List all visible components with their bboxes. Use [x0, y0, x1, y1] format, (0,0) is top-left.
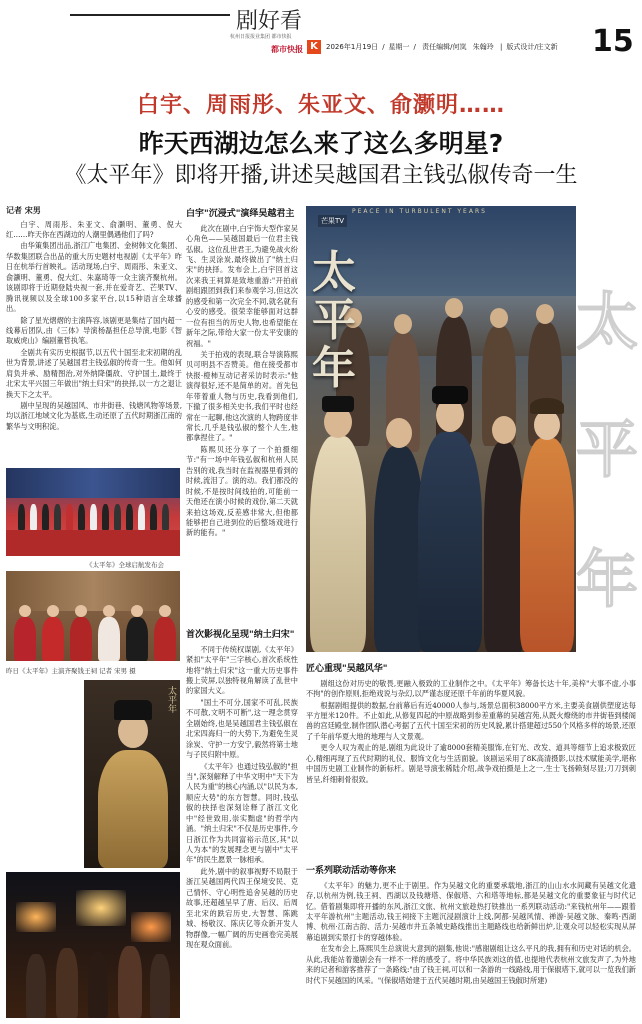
page-number: 15: [592, 24, 634, 59]
poster-title-char: 平: [312, 295, 356, 346]
byline: 记者 宋男: [6, 206, 41, 215]
section-title: 剧好看: [236, 9, 303, 34]
subheading: 匠心重现"吴越风华": [306, 664, 388, 674]
article-column-right-top: [306, 660, 636, 860]
headline-main: 昨天西湖边怎么来了这么多明星?: [138, 129, 504, 158]
night-scene-photo: [6, 872, 180, 1018]
paragraph: 不同于传统权谋剧,《太平年》紧扣"太平年"三字核心,首次系统性地将"纳土归宋"这一重大历史事件搬上荧屏,以独特视角解读了乱世中的家国大义。: [186, 644, 298, 696]
poster-title-char: 太: [312, 247, 356, 298]
k-logo-icon: K: [307, 40, 321, 54]
channel-logo: 芒果TV: [318, 215, 347, 227]
newspaper-logo: 都市快报: [271, 45, 303, 54]
poster-title-char: 年: [312, 343, 356, 394]
side-title-char: 太: [576, 285, 639, 358]
poster-english-title: PEACE IN TURBULENT YEARS: [352, 208, 487, 215]
publisher-name: 杭州日报报业集团 都市快报: [230, 34, 292, 40]
paragraph: 更令人叹为观止的是,剧组为此设计了逾8000套精美服饰,在钉光、改发、道具等细节上追求极致匠心,精细再现了五代时期的礼仪、服饰文化与生活面貌。该剧运采用了8K高清摄影,以技术赋能美学,堪称中国历史剧工业制作的新标杆。剧是导演张稀陆介绍,战争戏拍摄是上之一,生士飞扬赖刻尽显;刀刀到刺皆呈,纤细刺骨很致。: [306, 743, 636, 784]
headline-deck: 《太平年》即将开播,讲述吴越国君主钱弘俶传奇一生: [64, 163, 578, 188]
character-still-photo: 太平年: [84, 680, 180, 868]
headline-kicker: 白宇、周雨彤、朱亚文、俞灏明……: [136, 93, 505, 118]
paragraph: 《太平年》也通过钱弘俶的"担当",深刻解释了中华文明中"天下为人民为重"的核心内涵,以"以民为本,顺应大势"的东方智慧。同时,钱弘俶的抉择也深刻诠释了浙江文化中"经世致用,崇实黜虚"的哲学内涵。"纳土归宋"不仅是历史事件,今日浙江作为共同富裕示范区,其"以人为本"的发展理念更与剧中"太平年"的民生愿景一脉相承。: [186, 761, 298, 865]
cast-photo: [6, 571, 180, 661]
paragraph: 由华策集团出品,浙江广电集团、金树韩文化集团、华数集团联合出品的重大历史题材电视剧《太平年》昨日在杭举行首映礼。活动现场,白宇、周雨彤、朱亚文、俞灏明、董勇、倪大红、朱嘉琦等一众主演齐聚杭州。该剧即将于近期登陆央视一套,并在爱奇艺、芒果TV、腾讯视频以及全球100多家平台,以15种语言全球播出。: [6, 241, 182, 314]
paragraph: 在发布会上,陈熙贝生总演说大意到的剧集,他说:"感谢剧组让这么平凡的我,拥有和历史对话的机会。从此,我能站着邀剧会有一样不一样的感受了。将中华民族刘这的值,也提地代表杭州文旅发声了,为外地来的记者和游客推荐了一条路线:"由了钱王祠,可以和一条游的一线路线,用于保俶塔下,就可以一览我们新时代下吴越国的风采。"(保俶塔始建于五代吴越时期,由吴越国王钱俶时所建): [306, 944, 636, 985]
side-title-char: 年: [576, 543, 639, 616]
article-column-right-bottom: [306, 862, 636, 1020]
ceremony-caption: 《太平年》全球启航发布会: [86, 561, 164, 569]
article-column-middle-bottom: [186, 626, 298, 1018]
article-column-left: [6, 205, 182, 467]
masthead-rule: [70, 14, 230, 16]
paragraph: 剧组这份对历史的敬畏,更融入极致的工业制作之中。《太平年》筹备长达十年,美梓"大事不虚,小事不拘"的创作原则,拒绝戏说与杂幻,以严谨态度还原千年前的华夏风貌。: [306, 678, 636, 699]
subheading: 白宇"沉浸式"演绎吴越君主: [186, 209, 295, 219]
paragraph: 白宇、周雨彤、朱亚文、俞灏明、董勇、倪大红……昨天你在西湖边的人潮里偶遇他们了吗?: [6, 219, 182, 240]
dateline: 2026年1月19日 / 星期一 / 责任编辑/何岚 朱翰玲 | 版式设计/庄文新: [326, 43, 558, 51]
paragraph: 此次在剧中,白宇饰大型作家吴心角色——吴越国最后一位君主钱弘俶。这位乱世君王,为避免战火纷飞、生灵涂炭,最终做出了"纳土归宋"的抉择。发布会上,白宇回首这次来我王祠算是致地重游:"开拍前剧组跟团到我们来参观学习,但这次的感受和第一次完全不同,就名就有心安的感受。很荣幸能够面对这群一位有担当的历史人物,也希望能在新年之际,带给大家一份太平安康的祝福。": [186, 223, 298, 348]
paragraph: 根据剧组提供的数据,台前幕后有近40000人参与,场景总面积38000平方米,主要美食剧供塑度达每平方厘米120件。不止如此,从修复四起的中原战略到参差重幕的吴越宫苑,从既火燎绕的市井街巷到楼阁兽的宫廷殿堂,制作团队潜心考据了五代十国至宋初的历史风貌,累计搭建超过550个风格多样的场景,还原了千年前华夏大地的地理与人文景观。: [306, 700, 636, 741]
issue-weekday: 星期一: [388, 43, 410, 51]
paragraph: 除了星光熠熠的主演阵容,该剧更是集结了国内超一线幕后团队,由《三体》导演杨磊担任总导演,电影《智取威虎山》编剧董哲执笔。: [6, 315, 182, 346]
article-column-middle-top: [186, 205, 298, 613]
paragraph: "国土不可分,国家不可乱,民族不可散,文明不可断",这一理念贯穿全剧始终,也是吴越国君主钱弘俶在北宋四海归一的大势下,为避免生灵涂炭、守护一方安宁,毅然将第士地与子民归附中原。: [186, 697, 298, 760]
paragraph: 关于拍戏的表现,联合导演陈熙贝可明县不否赞美。他在接受都市快报·橙柿互动记者采访时表示:"他演得很好,还不是简单的对。首先包年带着重人物与历史,我看到他们,下撤了很多相关史书,我们平时也经常在一起聊,他这次演的人物跨度非常长,几乎是钱弘俶的整个人生,他都拿捏住了。": [186, 349, 298, 443]
subheading: 首次影视化呈现"纳土归宋": [186, 630, 295, 640]
subheading: 一系列联动活动等你来: [306, 866, 397, 876]
paragraph: 《太平年》的魅力,更不止于剧里。作为吴越文化的重要承载地,浙江的山山水水间藏有吴越文化遗存,以杭州为例,钱王祠、西湖以及钱塘塔、保俶塔、六和塔等地标,都是吴越文化的重要象征与时代记忆。借着剧集即将开播的东风,浙江文旅、杭州文旅趁热打铁推出一系列联动活动:"来钱杭州年——跟着太平年游杭州"主题活动,钱王祠接下主题沉浸剧演计上线,阿都·吴越风情、禅游·吴越文脉、秦鸣·西湖博、杭州·江南古韵、活力·吴越市井五条城史路线推出主题路线也给新鲜出炉,让观众可以轻松实现从屏幕追剧到实景打卡的穿越体验。: [306, 880, 636, 942]
editor-credit: 责任编辑/何岚: [422, 43, 467, 51]
ceremony-photo: [6, 468, 180, 556]
cast-caption: 昨日《太平年》主演齐聚钱王祠 记者 宋男 摄: [6, 667, 136, 675]
designer-credit: 版式设计/庄文新: [506, 43, 558, 51]
paragraph: 全剧共有实历史根据节,以五代十国至北宋初期的乱世为背景,讲述了吴越国君主钱弘俶的传奇一生。他如何肩负并承、励精图治,对外纳降僵敌、守护国土,最终于北宋太平兴国三年做出"纳土归宋"的抉择,以一方之退让换天下之太平。: [6, 347, 182, 399]
proofreader-credit: 朱翰玲: [472, 43, 494, 51]
issue-date: 2026年1月19日: [326, 43, 379, 51]
side-title-char: 平: [576, 413, 639, 486]
paragraph: 陈熙贝还分享了一个拍摄细节:"有一场中年钱弘俶和杭州人民告别的戏,我当时在监视器里看到的时候,流泪了。演的动。我们都没的时候,不是按时间线拍的,可能前一天他还在演小时候的戏份,第二天就来拍这场戏,反差感非常大,但他都能够把自己进到位的后整场戏进行新的能有。": [186, 444, 298, 538]
paragraph: 此外,剧中的叙事视野不局限于浙江吴越国两代四王保境安民、克己情怀、守心明性追舍吴越的历史故事,还超越呈早了唐、后汉、后周至北宋的跌宕历史,大智慧、陈跳城、杨敬汉、陈庆亿等众新开发人物群像,一幅广阔的历史画卷完美展现在观众面前。: [186, 866, 298, 949]
paragraph: 剧中呈现的吴越国风、市井街巷、钱塘风物等场景,均以浙江地域文化为基底,生动还原了五代时期浙江南的繁华与文明积淀。: [6, 401, 182, 431]
